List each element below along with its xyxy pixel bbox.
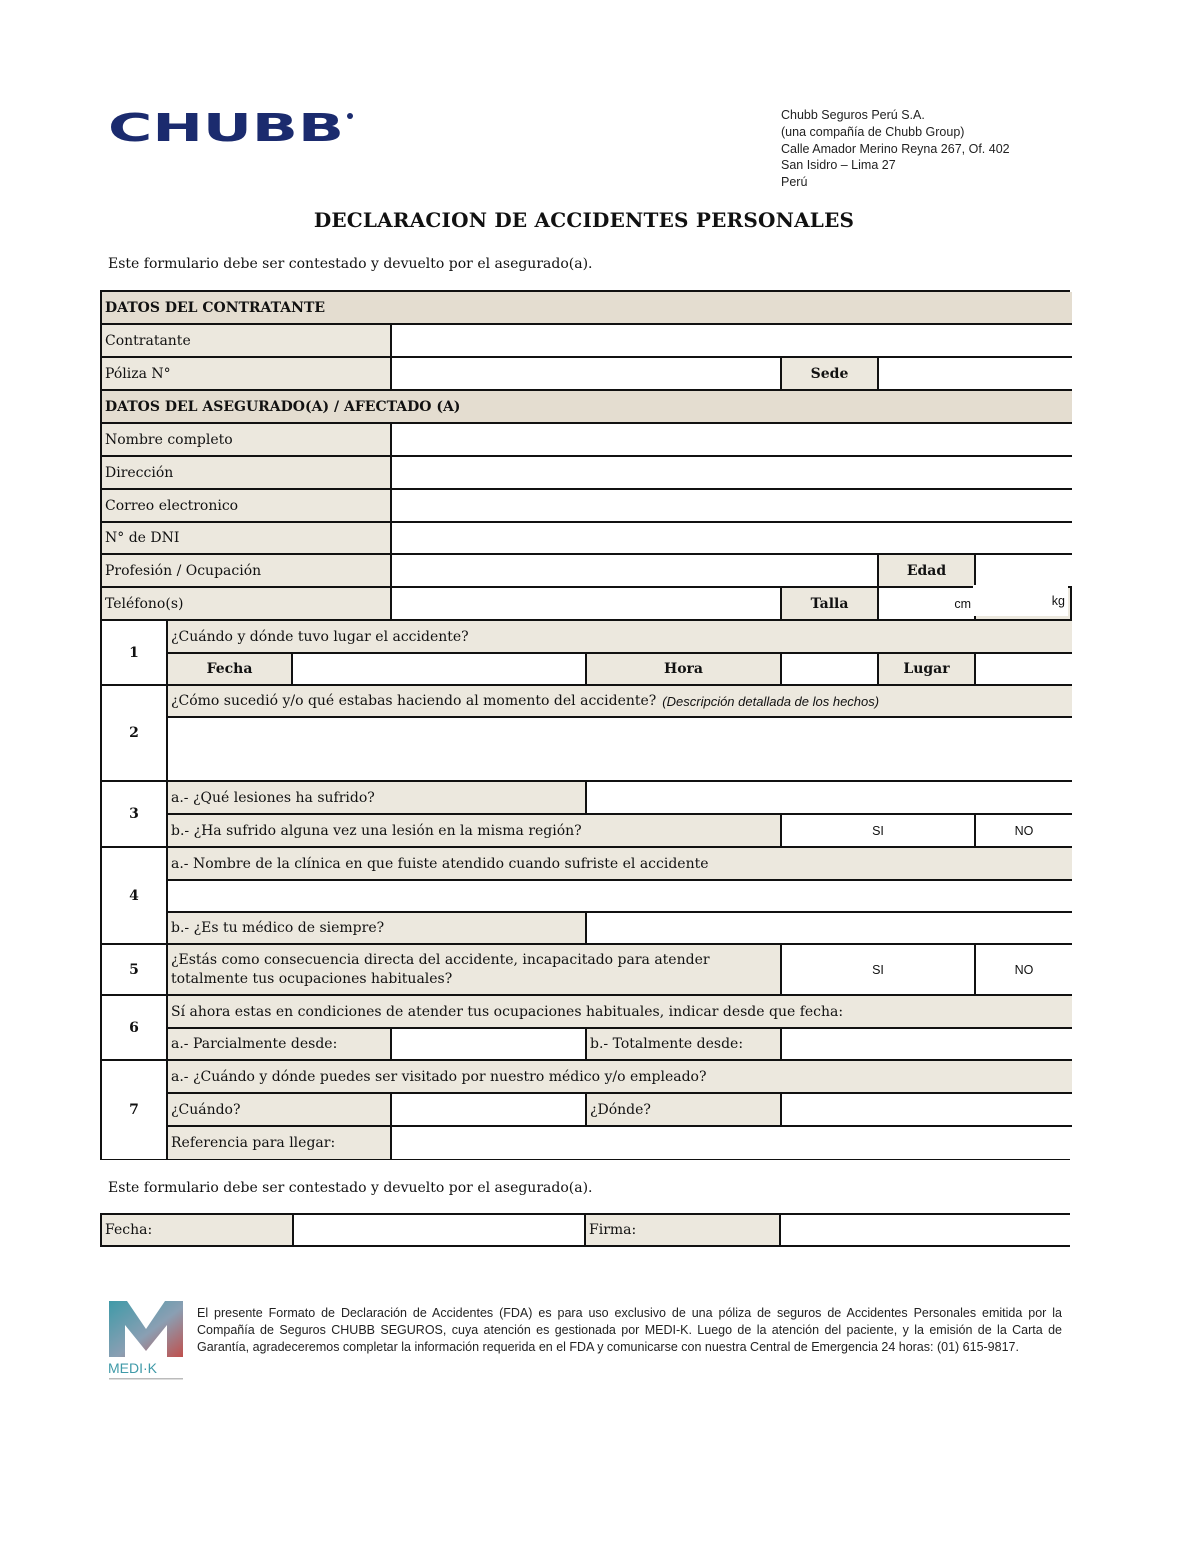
q2-description-field[interactable] [168,718,1072,782]
question-number-3: 3 [102,782,168,848]
direccion-field[interactable] [392,457,1072,490]
q3b-no-option[interactable]: NO [976,815,1072,848]
telefono-label: Teléfono(s) [102,588,392,621]
question-number-2: 2 [102,686,168,782]
medik-logo [107,1299,185,1383]
sede-field[interactable] [879,358,1072,391]
q6a-field[interactable] [392,1029,587,1061]
declaration-form [100,290,1070,1160]
q1-fecha-field[interactable] [293,654,587,686]
q7-donde-field[interactable] [782,1094,1072,1127]
correo-field[interactable] [392,490,1072,523]
address-line: Perú [781,175,808,190]
peso-field[interactable] [973,585,1068,616]
fecha-field[interactable] [294,1215,586,1245]
q1-lugar-label: Lugar [879,654,976,686]
question-number-6: 6 [102,996,168,1061]
edad-field[interactable] [976,555,1072,588]
q6a-label: a.- Parcialmente desde: [168,1029,392,1061]
q3a-field[interactable] [587,782,1072,815]
q1-fecha-label: Fecha [168,654,293,686]
address-line: San Isidro – Lima 27 [781,158,896,173]
intro-text: Este formulario debe ser contestado y devuelto por el asegurado(a). [108,256,593,272]
q4b-label: b.- ¿Es tu médico de siempre? [168,913,587,945]
q3a-label: a.- ¿Qué lesiones ha sufrido? [168,782,587,815]
nombre-field[interactable] [392,424,1072,457]
q1-text: ¿Cuándo y dónde tuvo lugar el accidente? [168,621,1072,654]
talla-label: Talla [782,588,879,621]
q2-question: ¿Cómo sucedió y/o qué estabas haciendo al momento del accidente? [171,693,657,709]
q6b-label: b.- Totalmente desde: [587,1029,782,1061]
q4a-label: a.- Nombre de la clínica en que fuiste atendido cuando sufriste el accidente [168,848,1072,881]
section-header-asegurado: DATOS DEL ASEGURADO(A) / AFECTADO (A) [102,391,1072,424]
logo-text: CHUBB [108,110,344,146]
question-number-7: 7 [102,1061,168,1159]
section-header-contratante: DATOS DEL CONTRATANTE [102,292,1072,325]
profesion-label: Profesión / Ocupación [102,555,392,588]
q3b-si-option[interactable]: SI [782,815,976,848]
telefono-field[interactable] [392,588,782,621]
dni-label: N° de DNI [102,523,392,555]
contratante-label: Contratante [102,325,392,358]
address-line: Chubb Seguros Perú S.A. [781,108,925,122]
question-number-4: 4 [102,848,168,945]
peso-unit: kg [1051,593,1065,608]
poliza-field[interactable] [392,358,782,391]
poliza-label: Póliza N° [102,358,392,391]
signature-row [100,1213,1070,1247]
question-number-1: 1 [102,621,168,686]
q3b-label: b.- ¿Ha sufrido alguna vez una lesión en la misma región? [168,815,782,848]
q7-cuando-label: ¿Cuándo? [168,1094,392,1127]
q7-cuando-field[interactable] [392,1094,587,1127]
address-line: Calle Amador Merino Reyna 267, Of. 402 [781,141,1010,156]
q5-si-option[interactable]: SI [782,945,976,996]
nombre-label: Nombre completo [102,424,392,457]
firma-label: Firma: [586,1215,781,1245]
address-line: (una compañía de Chubb Group) [781,124,965,139]
contratante-field[interactable] [392,325,1072,358]
q2-note: (Descripción detallada de los hechos) [662,693,880,709]
footer-intro-text: Este formulario debe ser contestado y devuelto por el asegurado(a). [108,1180,593,1196]
question-number-5: 5 [102,945,168,996]
q7-referencia-label: Referencia para llegar: [168,1127,392,1159]
q7-referencia-field[interactable] [392,1127,1072,1159]
q6b-field[interactable] [782,1029,1072,1061]
talla-field[interactable] [879,588,976,621]
page-title: DECLARACION DE ACCIDENTES PERSONALES [313,208,855,232]
dni-field[interactable] [392,523,1072,555]
q7-donde-label: ¿Dónde? [587,1094,782,1127]
profesion-field[interactable] [392,555,879,588]
q5-text: ¿Estás como consecuencia directa del accidente, incapacitado para atender totalmente tus ocupaciones habituales? [168,945,782,996]
q1-hora-field[interactable] [782,654,879,686]
company-address [781,107,1010,191]
direccion-label: Dirección [102,457,392,490]
correo-label: Correo electronico [102,490,392,523]
q6-text: Sí ahora estas en condiciones de atender tus ocupaciones habituales, indicar desde que fecha: [168,996,1072,1029]
medik-note: El presente Formato de Declaración de Accidentes (FDA) es para uso exclusivo de una póliza de seguros de Accidentes Personales emitida por la Compañía de Seguros CHUBB SEGUROS, cuya atención es gestionada por MEDI-K. Luego de la atención del paciente, y la emisión de la Carta de Garantía, agradeceremos completar la información requerida en el FDA y comunicarse con nuestra Central de Emergencia 24 horas: (01) 615-9817. [197,1306,1062,1354]
q1-lugar-field[interactable] [976,654,1072,686]
talla-unit: cm [954,596,971,611]
medik-label: MEDI·K [108,1360,157,1376]
q2-text [168,686,1072,718]
q4a-field[interactable] [168,881,1072,913]
q1-hora-label: Hora [587,654,782,686]
q4b-field[interactable] [587,913,1072,945]
edad-label: Edad [879,555,976,588]
q5-no-option[interactable]: NO [976,945,1072,996]
sede-label: Sede [782,358,879,391]
firma-field[interactable] [781,1215,1072,1245]
q7a-text: a.- ¿Cuándo y dónde puedes ser visitado por nuestro médico y/o empleado? [168,1061,1072,1094]
chubb-logo [108,110,354,146]
fecha-label: Fecha: [102,1215,294,1245]
